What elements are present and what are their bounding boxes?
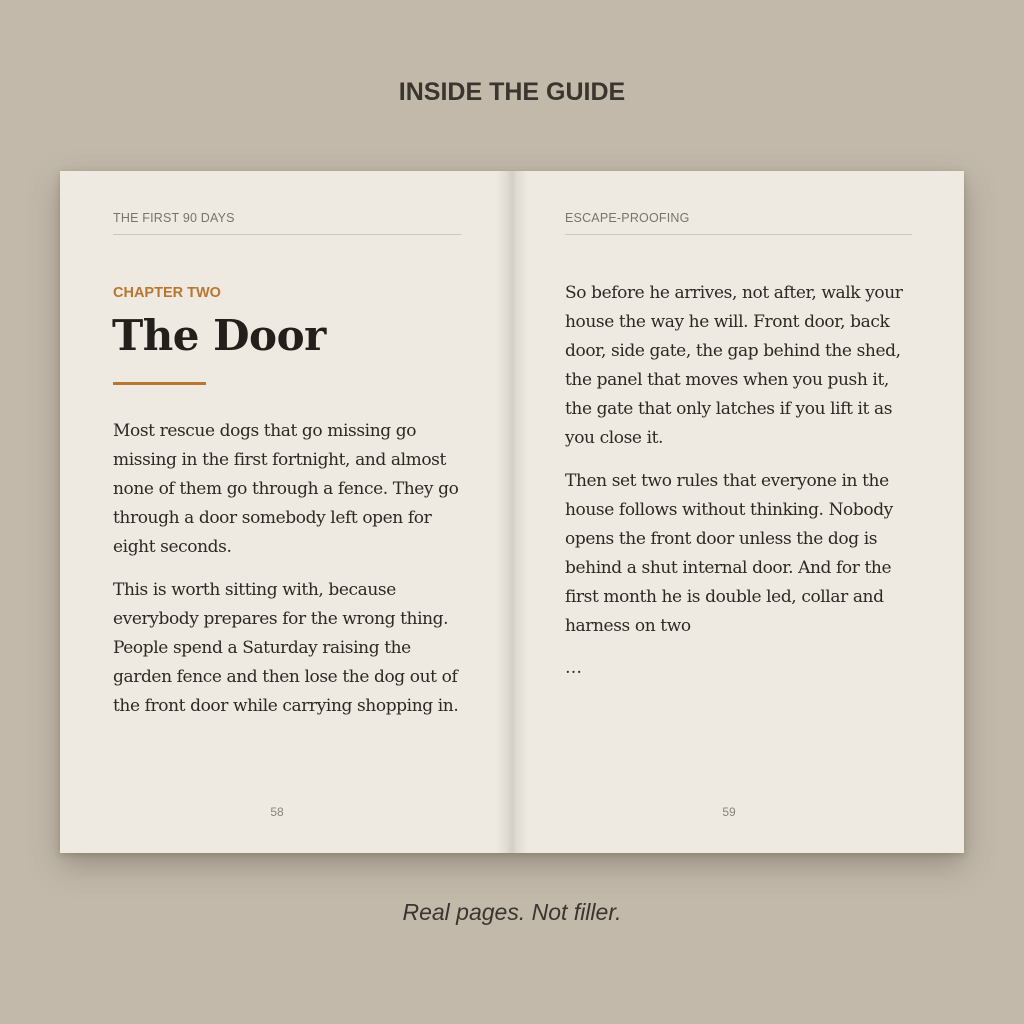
page-number-right: 59 xyxy=(722,805,736,819)
left-page xyxy=(60,171,512,853)
section-heading: INSIDE THE GUIDE xyxy=(398,78,626,106)
page-number-left: 58 xyxy=(270,805,284,819)
right-ellipsis: … xyxy=(565,658,582,678)
caption: Real pages. Not filler. xyxy=(402,899,622,925)
running-head-right: ESCAPE-PROOFING xyxy=(565,211,690,225)
right-page xyxy=(512,171,964,853)
running-head-left: THE FIRST 90 DAYS xyxy=(113,211,235,225)
running-head-rule-right xyxy=(565,234,912,235)
chapter-title-underline xyxy=(113,382,206,385)
running-head-rule-left xyxy=(113,234,461,235)
left-paragraph-1: Most rescue dogs that go missing go missing in the first fortnight, and almost none of them go through a fence. They go through a door somebody left open for eight seconds. xyxy=(113,421,459,557)
right-paragraph-2: Then set two rules that everyone in the house follows without thinking. Nobody opens the front door unless the dog is behind a shut internal door. And for the first month he is double led, collar and harness on two xyxy=(565,471,893,636)
open-book-spread xyxy=(60,171,964,853)
chapter-title: The Door xyxy=(112,311,326,360)
right-paragraph-1: So before he arrives, not after, walk your house the way he will. Front door, back door, side gate, the gap behind the shed, the panel that moves when you push it, the gate that only latches if you lift it as you close it. xyxy=(565,283,903,448)
chapter-label: CHAPTER TWO xyxy=(113,285,221,301)
left-paragraph-2: This is worth sitting with, because everybody prepares for the wrong thing. People spend a Saturday raising the garden fence and then lose the dog out of the front door while carrying shopping in. xyxy=(113,580,459,716)
